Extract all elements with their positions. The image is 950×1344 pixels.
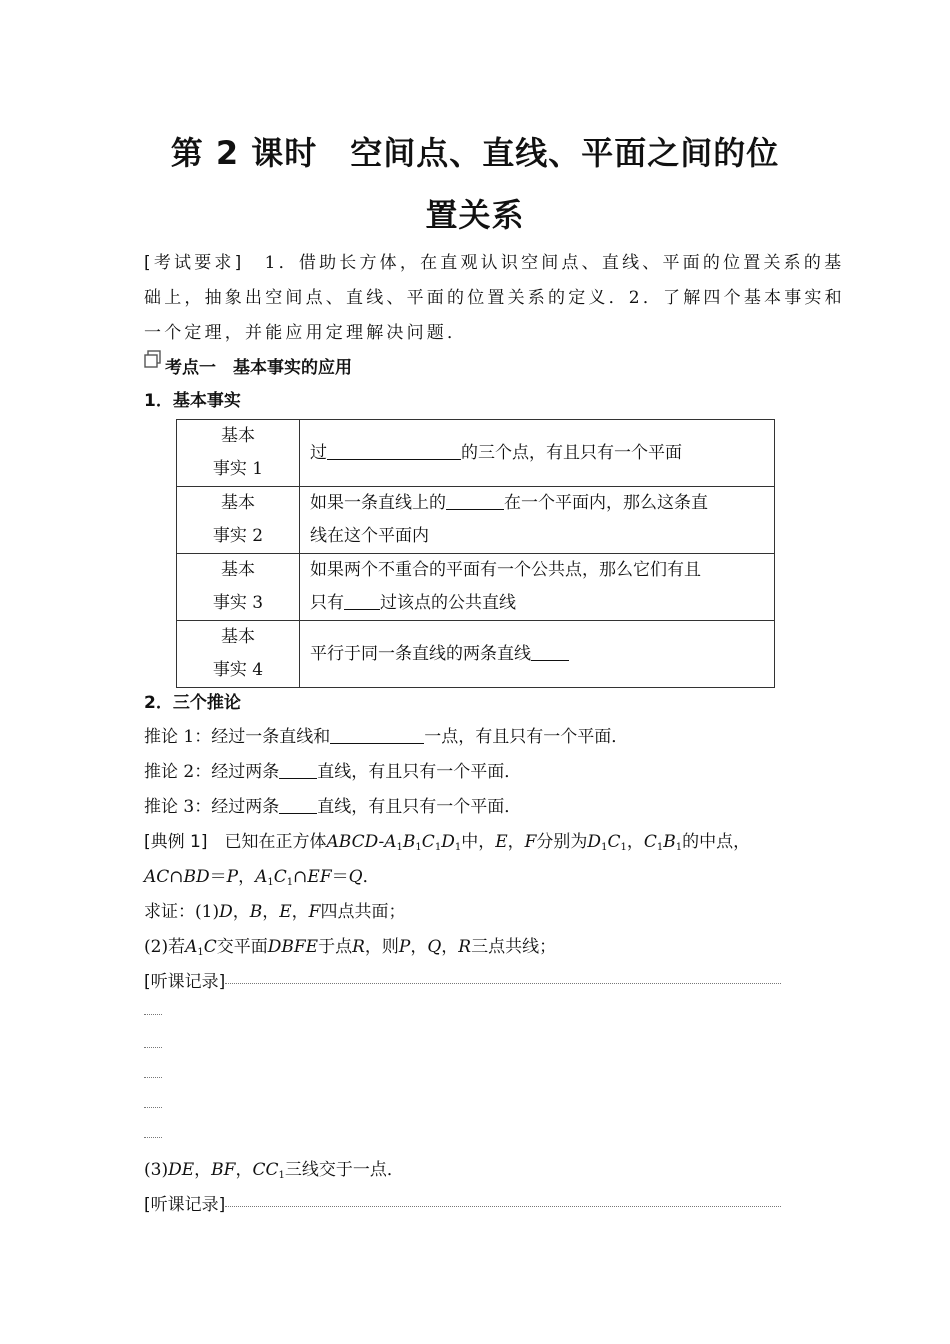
table-row (177, 487, 775, 554)
example-line1: [典例 1] 已知在正方体ABCD-$A_1B_1C_1D_1$中，E，F分别为$D_1C_1$，$C_1B_1$的中点， (144, 832, 751, 853)
answer-blank[interactable] (279, 796, 317, 814)
requirements-line2: 础上，抽象出空间点、直线、平面的位置关系的定义．2．了解四个基本事实和 (144, 288, 845, 308)
example-tag: [典例 1] (144, 832, 208, 852)
example-line2: AC∩BD＝P，$A_1C_1\cap EF=Q$． (144, 867, 380, 888)
table-row (177, 420, 775, 487)
subheading-corollaries: 2．三个推论 (144, 693, 241, 713)
answer-blank[interactable] (327, 442, 461, 460)
section-box-icon (144, 350, 162, 368)
corollary-1: 推论 1：经过一条直线和 一点，有且只有一个平面． (144, 727, 629, 747)
fact-key: 基本 事实 1 (177, 420, 300, 487)
fact-key: 基本 事实 2 (177, 487, 300, 554)
corollary-3: 推论 3：经过两条 直线，有且只有一个平面． (144, 797, 522, 817)
notes-area[interactable] (225, 982, 781, 984)
page-title-line1: 第 2 课时 空间点、直线、平面之间的位 (170, 134, 780, 172)
table-row (177, 554, 775, 621)
answer-blank[interactable] (446, 492, 504, 510)
fact-value: 如果一条直线上的 在一个平面内，那么这条直 线在这个平面内 (300, 487, 775, 554)
fact-key: 基本 事实 3 (177, 554, 300, 621)
table-row (177, 621, 775, 688)
fact-key: 基本 事实 4 (177, 621, 300, 688)
question-1: 求证：(1)D，B，E，F四点共面； (144, 902, 406, 922)
question-2: (2)若$A_1C$交平面DBFE于点R，则P，Q，R三点共线； (144, 937, 557, 958)
notes-area[interactable] (225, 1205, 781, 1207)
requirements-line3: 一个定理，并能应用定理解决问题． (144, 323, 468, 343)
notes-line-1 (144, 967, 781, 992)
answer-blank[interactable] (279, 761, 317, 779)
section-heading: 考点一 基本事实的应用 (165, 358, 352, 378)
basic-facts-table (176, 419, 775, 688)
requirements-tag: [考试要求] (144, 253, 245, 273)
fact-value: 如果两个不重合的平面有一个公共点，那么它们有且 只有 过该点的公共直线 (300, 554, 775, 621)
notes-line-2 (144, 1190, 781, 1215)
answer-blank[interactable] (531, 643, 569, 661)
answer-blank[interactable] (330, 726, 424, 744)
fact-value: 平行于同一条直线的两条直线 (300, 621, 775, 688)
notes-dots[interactable] (144, 1036, 162, 1056)
notes-label: [听课记录] (144, 1195, 226, 1215)
notes-label: [听课记录] (144, 972, 226, 992)
question-3: (3)DE，BF，$CC_1$三线交于一点． (144, 1160, 404, 1181)
page-title-line2: 置关系 (425, 196, 525, 234)
notes-dots[interactable] (144, 1066, 162, 1086)
notes-dots[interactable] (144, 1126, 162, 1146)
corollary-2: 推论 2：经过两条 直线，有且只有一个平面． (144, 762, 522, 782)
answer-blank[interactable] (344, 592, 380, 610)
requirements-line1 (144, 248, 844, 273)
requirements-text1: 1．借助长方体，在直观认识空间点、直线、平面的位置关系的基 (244, 253, 845, 273)
notes-dots[interactable] (144, 1096, 162, 1116)
notes-dots[interactable] (144, 1003, 162, 1023)
fact-value: 过 的三个点，有且只有一个平面 (300, 420, 775, 487)
subheading-basic-facts: 1．基本事实 (144, 391, 241, 411)
